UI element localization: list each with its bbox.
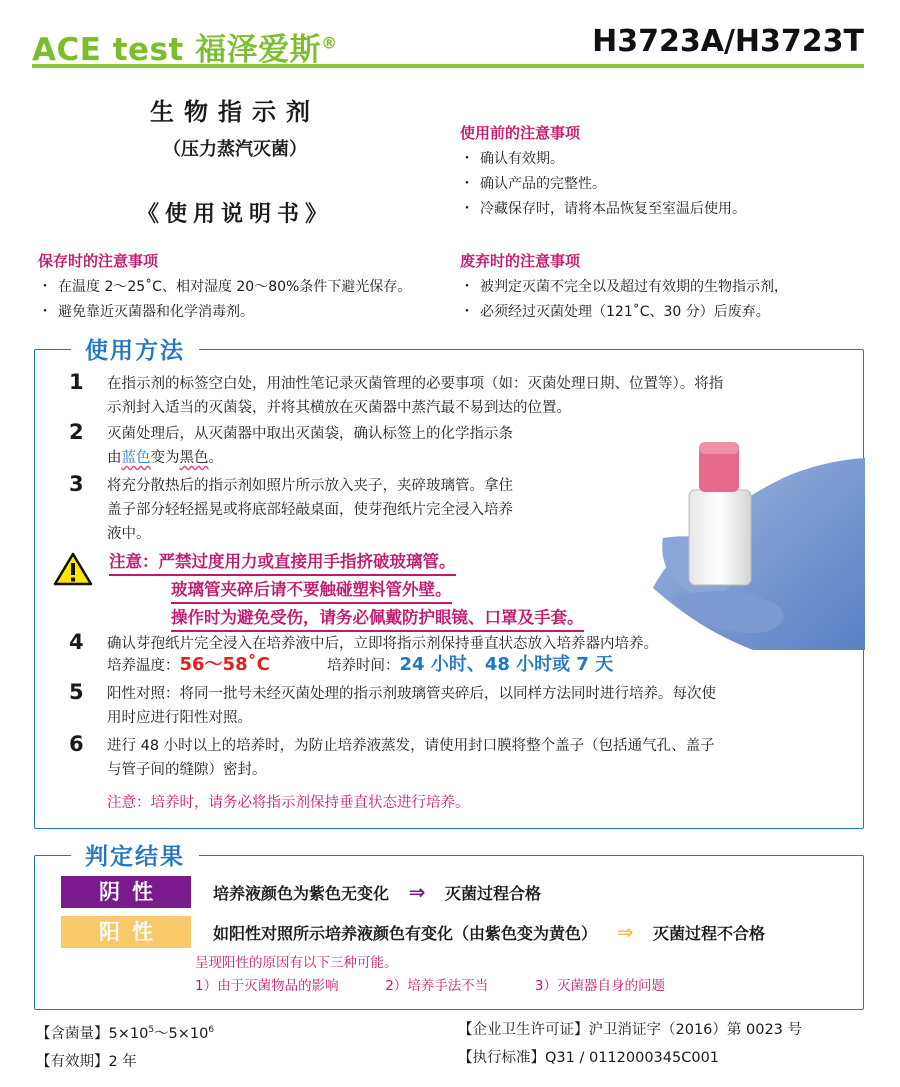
list-item: ・ 避免靠近灭菌器和化学消毒剂。 — [38, 300, 458, 325]
usage-title: 使用方法 — [71, 332, 199, 365]
product-photo — [633, 438, 865, 650]
black-word: 黑色 — [179, 450, 209, 466]
expiry: 【有效期】2 年 — [36, 1053, 137, 1070]
arrow-icon: ⇒ — [616, 920, 634, 944]
step-number: 5 — [69, 680, 84, 704]
step-number: 1 — [69, 370, 84, 394]
footer-left — [36, 1016, 214, 1076]
step-number: 3 — [69, 472, 84, 496]
step-number: 6 — [69, 732, 84, 756]
positive-badge: 阳性 — [61, 916, 191, 948]
positive-reason-title: 呈现阳性的原因有以下三种可能。 — [195, 955, 398, 971]
blue-word: 蓝色 — [121, 450, 151, 466]
warning-line-3: 操作时为避免受伤，请务必佩戴防护眼镜、口罩及手套。 — [171, 606, 584, 632]
list-item: 3）灭菌器自身的问题 — [534, 978, 665, 994]
negative-text: 培养液颜色为紫色无变化 ⇒ 灭菌过程合格 — [213, 880, 541, 904]
spore-count: 【含菌量】$5\times 10^5\sim 5\times 10^6$ — [36, 1025, 215, 1042]
hygiene-license: 【企业卫生许可证】沪卫消证字（2016）第 0023 号 — [458, 1022, 803, 1038]
list-item: ・ 必须经过灭菌处理（121˚C、30 分）后废弃。 — [460, 300, 880, 325]
warning-line-1: 注意：严禁过度用力或直接用手指挤破玻璃管。 — [109, 550, 456, 576]
header — [32, 18, 864, 68]
step-text: 灭菌处理后，从灭菌器中取出灭菌袋，确认标签上的化学指示条 由蓝色变为黑色。 — [107, 426, 513, 466]
brand-logo: ACE test 福泽爱斯® — [32, 32, 338, 68]
disposal-title: 废弃时的注意事项 — [460, 252, 581, 270]
judgement-title: 判定结果 — [71, 838, 199, 871]
page-subtitle: （压力蒸汽灭菌） — [163, 139, 307, 160]
step-text: 进行 48 小时以上的培养时，为防止培养液蒸发，请使用封口膜将整个盖子（包括通气孔、盖子 与管子间的缝隙）密封。 — [107, 738, 715, 778]
before-use-title: 使用前的注意事项 — [460, 124, 581, 142]
judgement-section — [34, 844, 864, 1010]
standard: 【执行标准】Q31 / 0112000345C001 — [458, 1050, 720, 1066]
step-number: 2 — [69, 420, 84, 444]
negative-badge: 阴性 — [61, 876, 191, 908]
list-item: ・ 确认产品的完整性。 — [460, 172, 880, 197]
arrow-icon: ⇒ — [408, 880, 426, 904]
list-item: ・ 被判定灭菌不完全以及超过有效期的生物指示剂， — [460, 275, 880, 300]
step-text: 将充分散热后的指示剂如照片所示放入夹子，夹碎玻璃管。拿住 盖子部分轻轻摇晃或将底部轻敲桌面，使芽孢纸片完全浸入培养 液中。 — [107, 478, 513, 542]
step-text: 确认芽孢纸片完全浸入在培养液中后，立即将指示剂保持垂直状态放入培养器内培养。 — [107, 636, 658, 652]
positive-reasons — [195, 974, 665, 994]
footer-right — [458, 1016, 802, 1072]
culture-time: 24 小时、48 小时或 7 天 — [399, 654, 614, 675]
list-item: ・ 在温度 2～25˚C、相对湿度 20～80%条件下避光保存。 — [38, 275, 458, 300]
page-title: 生物指示剂 — [150, 98, 320, 126]
list-item: ・ 冷藏保存时，请将本品恢复至室温后使用。 — [460, 197, 880, 222]
culture-temperature: 56～58˚C — [179, 654, 270, 675]
model-number: H3723A/H3723T — [592, 24, 864, 59]
storage-notes — [38, 250, 458, 325]
disposal-notes — [460, 250, 880, 325]
step-text: 在指示剂的标签空白处，用油性笔记录灭菌管理的必要事项（如：灭菌处理日期、位置等）。将指 示剂封入适当的灭菌袋，并将其横放在灭菌器中蒸汽最不易到达的位置。 — [107, 376, 724, 416]
title-block — [40, 92, 430, 228]
before-use-notes — [460, 122, 880, 222]
storage-title: 保存时的注意事项 — [38, 252, 159, 270]
culture-note: 注意：培养时，请务必将指示剂保持垂直状态进行培养。 — [107, 795, 470, 811]
manual-title: 《使用说明书》 — [136, 202, 333, 227]
warning-line-2: 玻璃管夹碎后请不要触碰塑料管外壁。 — [171, 578, 452, 604]
culture-conditions: 培养温度：56～58˚C 培养时间：24 小时、48 小时或 7 天 — [107, 654, 614, 675]
step-number: 4 — [69, 630, 84, 654]
list-item: 2）培养手法不当 — [385, 978, 489, 994]
positive-text: 如阳性对照所示培养液颜色有变化（由紫色变为黄色） ⇒ 灭菌过程不合格 — [213, 920, 765, 944]
usage-section — [34, 338, 864, 829]
warning-icon — [53, 552, 93, 586]
list-item: ・ 确认有效期。 — [460, 147, 880, 172]
list-item: 1）由于灭菌物品的影响 — [195, 978, 339, 994]
step-text: 阳性对照：将同一批号未经灭菌处理的指示剂玻璃管夹碎后，以同样方法同时进行培养。每次使 用时应进行阳性对照。 — [107, 686, 716, 726]
